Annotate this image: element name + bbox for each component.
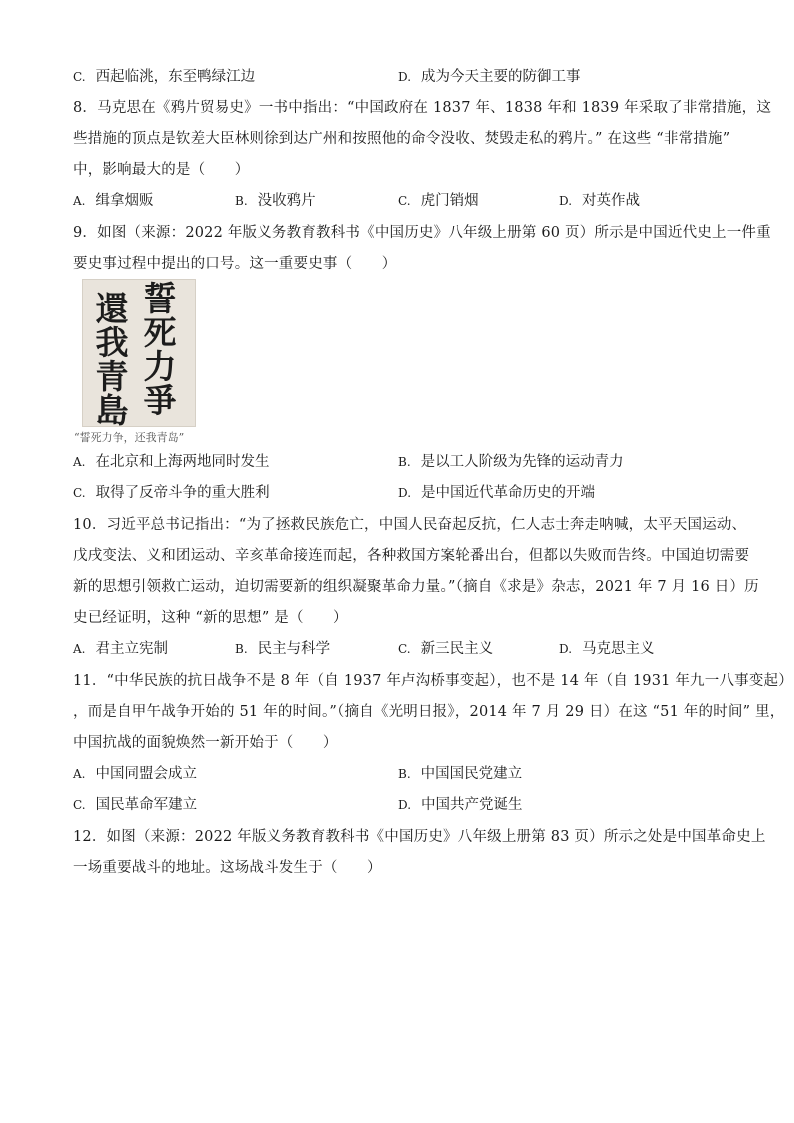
answer-option [73,452,269,472]
option-text: 民主与科学 [257,641,331,657]
answer-option [235,191,316,211]
answer-option [398,795,523,815]
slogan-photo [82,279,196,430]
answer-option [559,191,640,211]
answer-option [73,639,168,659]
slogan-char: 死 [143,313,177,352]
figure-caption: “誓死力争，还我青岛” [74,431,185,444]
answer-option [73,795,197,815]
question-text-line: 8．马克思在《鸦片贸易史》一书中指出：“中国政府在 1837 年、1838 年和 1839 年采取了非常措施，这 [73,100,772,116]
option-letter: C. [73,486,86,500]
question-text-line: 史已经证明，这种 “新的思想” 是（ ） [73,610,348,626]
answer-option [73,67,255,87]
answer-option [398,483,595,503]
option-letter: B. [398,455,411,469]
option-letter: C. [398,194,411,208]
option-text: 是中国近代革命历史的开端 [421,485,596,501]
slogan-char: 力 [143,347,177,386]
slogan-char: 島 [95,391,129,430]
slogan-char: 爭 [143,381,177,420]
question-text-line: ，而是自甲午战争开始的 51 年的时间。”（摘自《光明日报》，2014 年 7 月 29 日）在这 “51 年的时间” 里， [73,704,785,720]
option-letter: A. [73,194,86,208]
option-text: 没收鸦片 [257,193,316,209]
question-text-line: 中国抗战的面貌焕然一新开始于（ ） [73,735,338,751]
question-text-line: 9．如图（来源：2022 年版义务教育教科书《中国历史》八年级上册第 60 页）所示是中国近代史上一件重 [73,225,771,241]
question-text-line: 新的思想引领救亡运动，迫切需要新的组织凝聚革命力量。”（摘自《求是》杂志，2021 年 7 月 16 日）历 [73,579,759,595]
question-text-line: 一场重要战斗的地址。这场战斗发生于（ ） [73,860,382,876]
question-text-line: 戊戌变法、义和团运动、辛亥革命接连而起，各种救国方案轮番出台，但都以失败而告终。中国迫切需要 [73,548,750,564]
option-text: 新三民主义 [420,641,494,657]
answer-option [398,764,522,784]
option-text: 中国共产党诞生 [421,797,523,813]
option-letter: B. [235,642,248,656]
answer-option [235,639,330,659]
answer-option [398,191,479,211]
question-text-line: 10．习近平总书记指出：“为了拯救民族危亡，中国人民奋起反抗，仁人志士奔走呐喊，太平天国运动、 [73,517,747,533]
option-letter: A. [73,455,86,469]
slogan-right-column [141,279,179,420]
question-text-line: 些措施的顶点是钦差大臣林则徐到达广州和按照他的命令没收、焚毁走私的鸦片。” 在这些 “非常措施” [73,131,731,147]
option-text: 在北京和上海两地同时发生 [95,454,270,470]
option-letter: D. [398,70,412,84]
question-text-line: 12．如图（来源：2022 年版义务教育教科书《中国历史》八年级上册第 83 页）所示之处是中国革命史上 [73,829,766,845]
answer-option [398,67,581,87]
option-letter: B. [398,767,411,781]
option-letter: D. [559,194,573,208]
option-letter: B. [235,194,248,208]
answer-option [398,639,493,659]
option-text: 虎门销烟 [420,193,479,209]
option-text: 取得了反帝斗争的重大胜利 [95,485,270,501]
option-text: 是以工人阶级为先锋的运动青力 [420,454,624,470]
option-letter: C. [398,642,411,656]
option-letter: A. [73,767,86,781]
question-text-line: 11．“中华民族的抗日战争不是 8 年（自 1937 年卢沟桥事变起），也不是 14 年（自 1931 年九一八事变起） [73,673,793,689]
option-letter: D. [398,486,412,500]
option-letter: D. [398,798,412,812]
option-text: 中国同盟会成立 [95,766,197,782]
answer-option [73,764,197,784]
option-letter: C. [73,798,86,812]
option-text: 西起临洮，东至鸭绿江边 [95,69,256,85]
slogan-char: 還 [95,289,129,328]
answer-option [73,483,270,503]
question-text-line: 要史事过程中提出的口号。这一重要史事（ ） [73,256,397,272]
option-text: 中国国民党建立 [420,766,523,782]
slogan-char: 誓 [143,279,177,318]
option-letter: D. [559,642,573,656]
option-text: 君主立宪制 [95,641,168,657]
slogan-char: 青 [95,357,129,396]
option-text: 成为今天主要的防御工事 [421,69,581,85]
answer-option [398,452,624,472]
option-text: 对英作战 [582,193,641,209]
option-letter: C. [73,70,86,84]
answer-option [73,191,153,211]
option-text: 缉拿烟贩 [95,193,154,209]
slogan-left-column [93,289,131,430]
option-letter: A. [73,642,86,656]
option-text: 马克思主义 [582,641,655,657]
answer-option [559,639,655,659]
option-text: 国民革命军建立 [95,797,198,813]
question-text-line: 中，影响最大的是（ ） [73,162,250,178]
slogan-char: 我 [95,323,129,362]
